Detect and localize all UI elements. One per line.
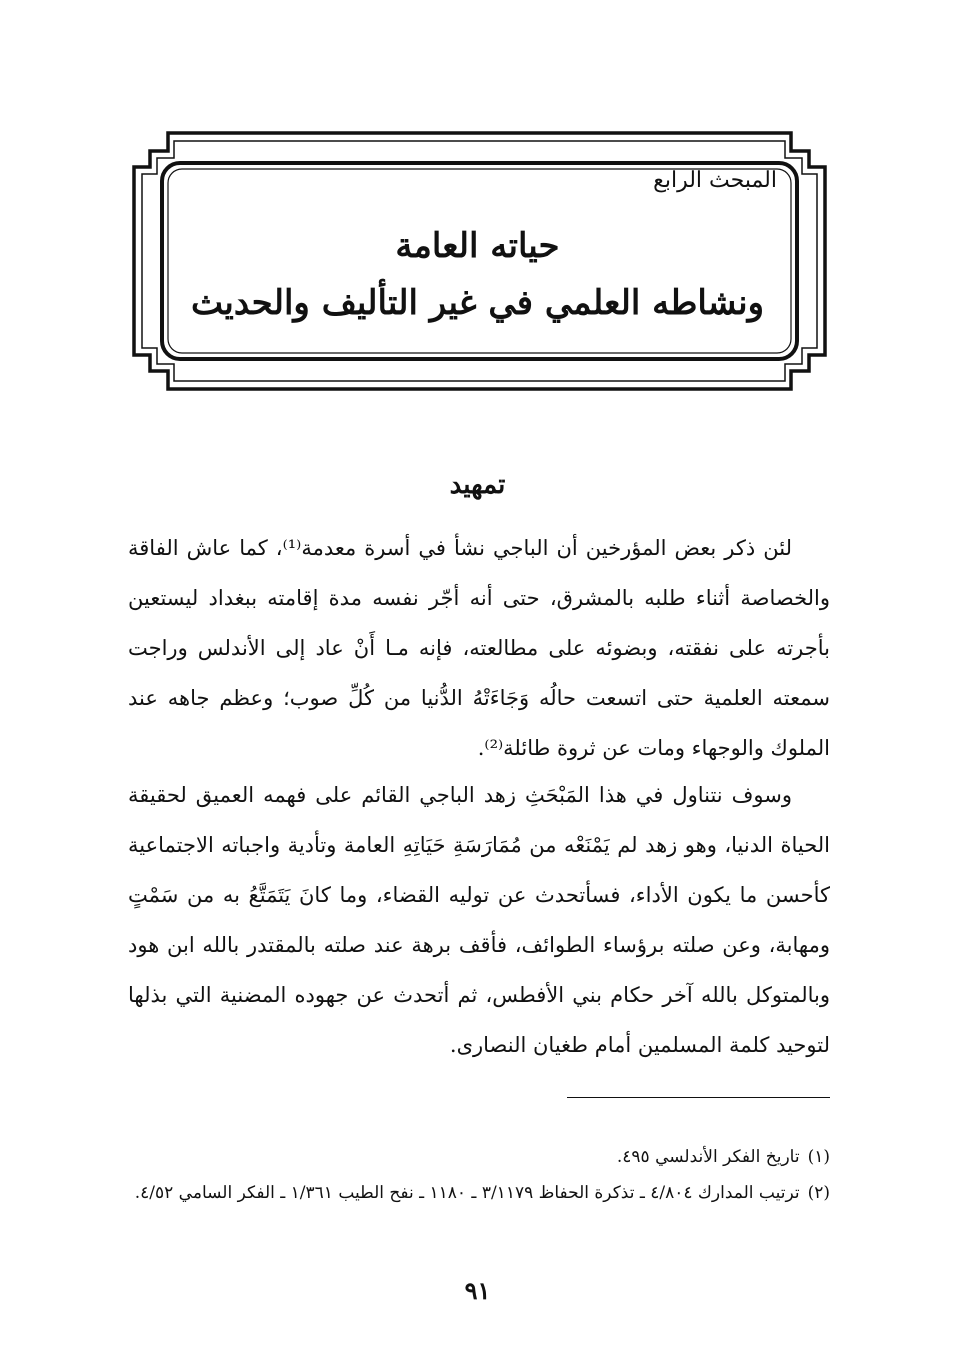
section-heading: تمهيد [449, 470, 506, 500]
chapter-label: المبحث الرابع [653, 168, 777, 193]
footnote-divider [567, 1097, 830, 1098]
footnote-1-number: (١) [807, 1147, 830, 1167]
chapter-title-line-1: حياته العامة [395, 226, 560, 266]
footnote-2-text: ترتيب المدارك ٤/٨٠٤ ـ تذكرة الحفاظ ٣/١١٧٩ ـ ١١٨٠ ـ نفح الطيب ١/٣٦١ ـ الفكر السامي ٤/٥٢. [134, 1183, 800, 1203]
footnote-2-number: (٢) [807, 1183, 830, 1203]
body-paragraph-2: وسوف نتناول في هذا المَبْحَثِ زهد الباجي القائم على فهمه العميق لحقيقة الحياة الدنيا، وهو زهد لم يَمْنَعْه من مُمَارَسَةِ حَيَاتِهِ العامة وتأدية واجباته الاجتماعية كأحسن ما يكون الأداء، فسأتحدث عن توليه القضاء، وما كانَ يَتَمَتَّعُ به من سَمْتٍ ومهابة، وعن صلته برؤساء الطوائف، فأقف برهة عند صلته بالمقتدر بالله ابن هود وبالمتوكل بالله آخر حكام بني الأفطس، ثم أتحدث عن جهوده المضنية التي بذلها لتوحيد كلمة المسلمين أمام طغيان النصارى. [128, 783, 830, 1057]
footnote-2 [125, 1176, 830, 1211]
chapter-title-line-2: ونشاطه العلمي في غير التأليف والحديث [190, 283, 764, 323]
footnote-1-text: تاريخ الفكر الأندلسي ٤٩٥. [616, 1147, 800, 1167]
body-paragraph-1: لئن ذكر بعض المؤرخين أن الباجي نشأ في أسرة معدمة⁽¹⁾، كما عاش الفاقة والخصاصة أثناء طلبه بالمشرق، حتى أنه أجّر نفسه مدة إقامته ببغداد ليستعين بأجرته على نفقته، وبضوئه على مطالعته، فإنه مـا أَنْ عاد إلى الأندلس وراجت سمعته العلمية حتى اتسعت حالُه وَجَاءَتْهُ الدُّنيا من كُلِّ صوب؛ وعظم جاهه عند الملوك والوجهاء ومات عن ثروة طائلة⁽²⁾. [128, 536, 830, 760]
page-number: ٩١ [464, 1276, 491, 1305]
footnote-1 [125, 1140, 830, 1175]
